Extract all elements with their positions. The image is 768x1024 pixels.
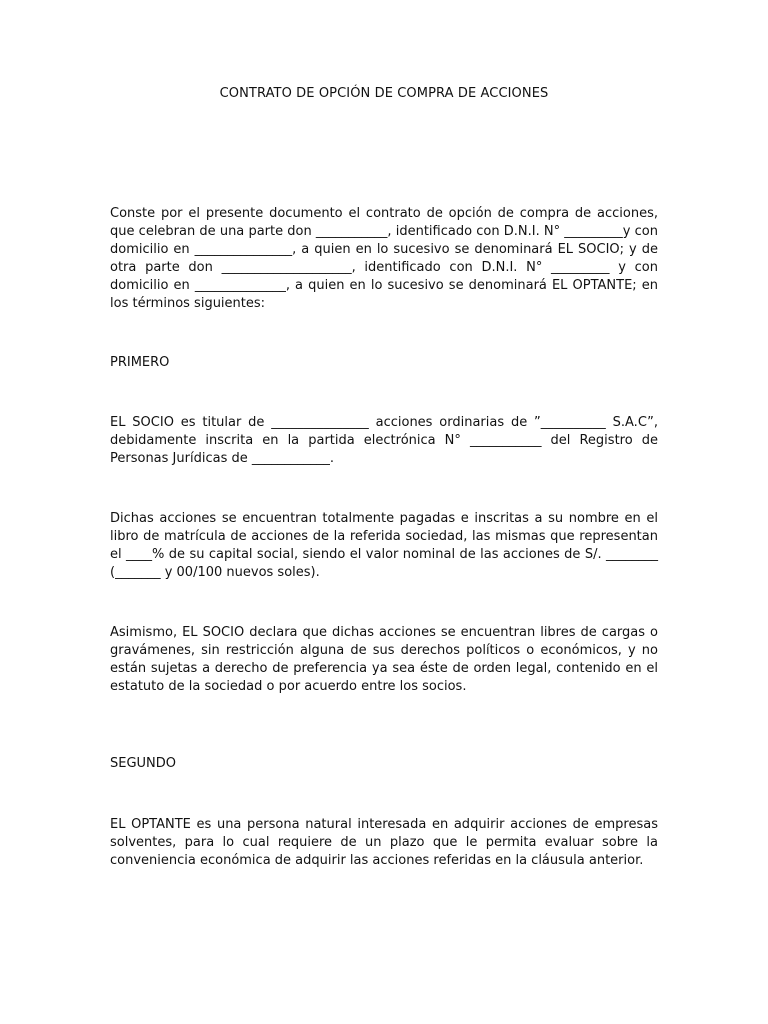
section-heading-primero: PRIMERO (110, 355, 170, 370)
intro-paragraph: Conste por el presente documento el contrato de opción de compra de acciones, que celebran de una parte don ___________, identificado con D.N.I. N° _________y con domicilio en _______________, a quien en lo sucesivo se denominará EL SOCIO; y de otra parte don ____________________, identificado con D.N.I. N° _________ y con domicilio en ______________, a quien en lo sucesivo se denominará EL OPTANTE; en los términos siguientes: (110, 206, 658, 311)
section1-paragraph-3: Asimismo, EL SOCIO declara que dichas acciones se encuentran libres de cargas o gravámenes, sin restricción alguna de sus derechos políticos o económicos, y no están sujetas a derecho de preferencia ya sea éste de orden legal, contenido en el estatuto de la sociedad o por acuerdo entre los socios. (110, 625, 658, 694)
section-heading-segundo: SEGUNDO (110, 756, 177, 771)
section1-paragraph-2: Dichas acciones se encuentran totalmente pagadas e inscritas a su nombre en el libro de matrícula de acciones de la referida sociedad, las mismas que representan el ____% de su capital social, siendo el valor nominal de las acciones de S/. ________ (_______ y 00/100 nuevos soles). (110, 511, 658, 580)
section2-paragraph-1: EL OPTANTE es una persona natural interesada en adquirir acciones de empresas solventes, para lo cual requiere de un plazo que le permita evaluar sobre la conveniencia económica de adquirir las acciones referidas en la cláusula anterior. (110, 817, 658, 868)
document-title: CONTRATO DE OPCIÓN DE COMPRA DE ACCIONES (219, 86, 549, 101)
section1-paragraph-1: EL SOCIO es titular de _______________ acciones ordinarias de ”__________ S.A.C”, debidamente inscrita en la partida electrónica N° ___________ del Registro de Personas Jurídicas de ____________. (110, 415, 658, 466)
